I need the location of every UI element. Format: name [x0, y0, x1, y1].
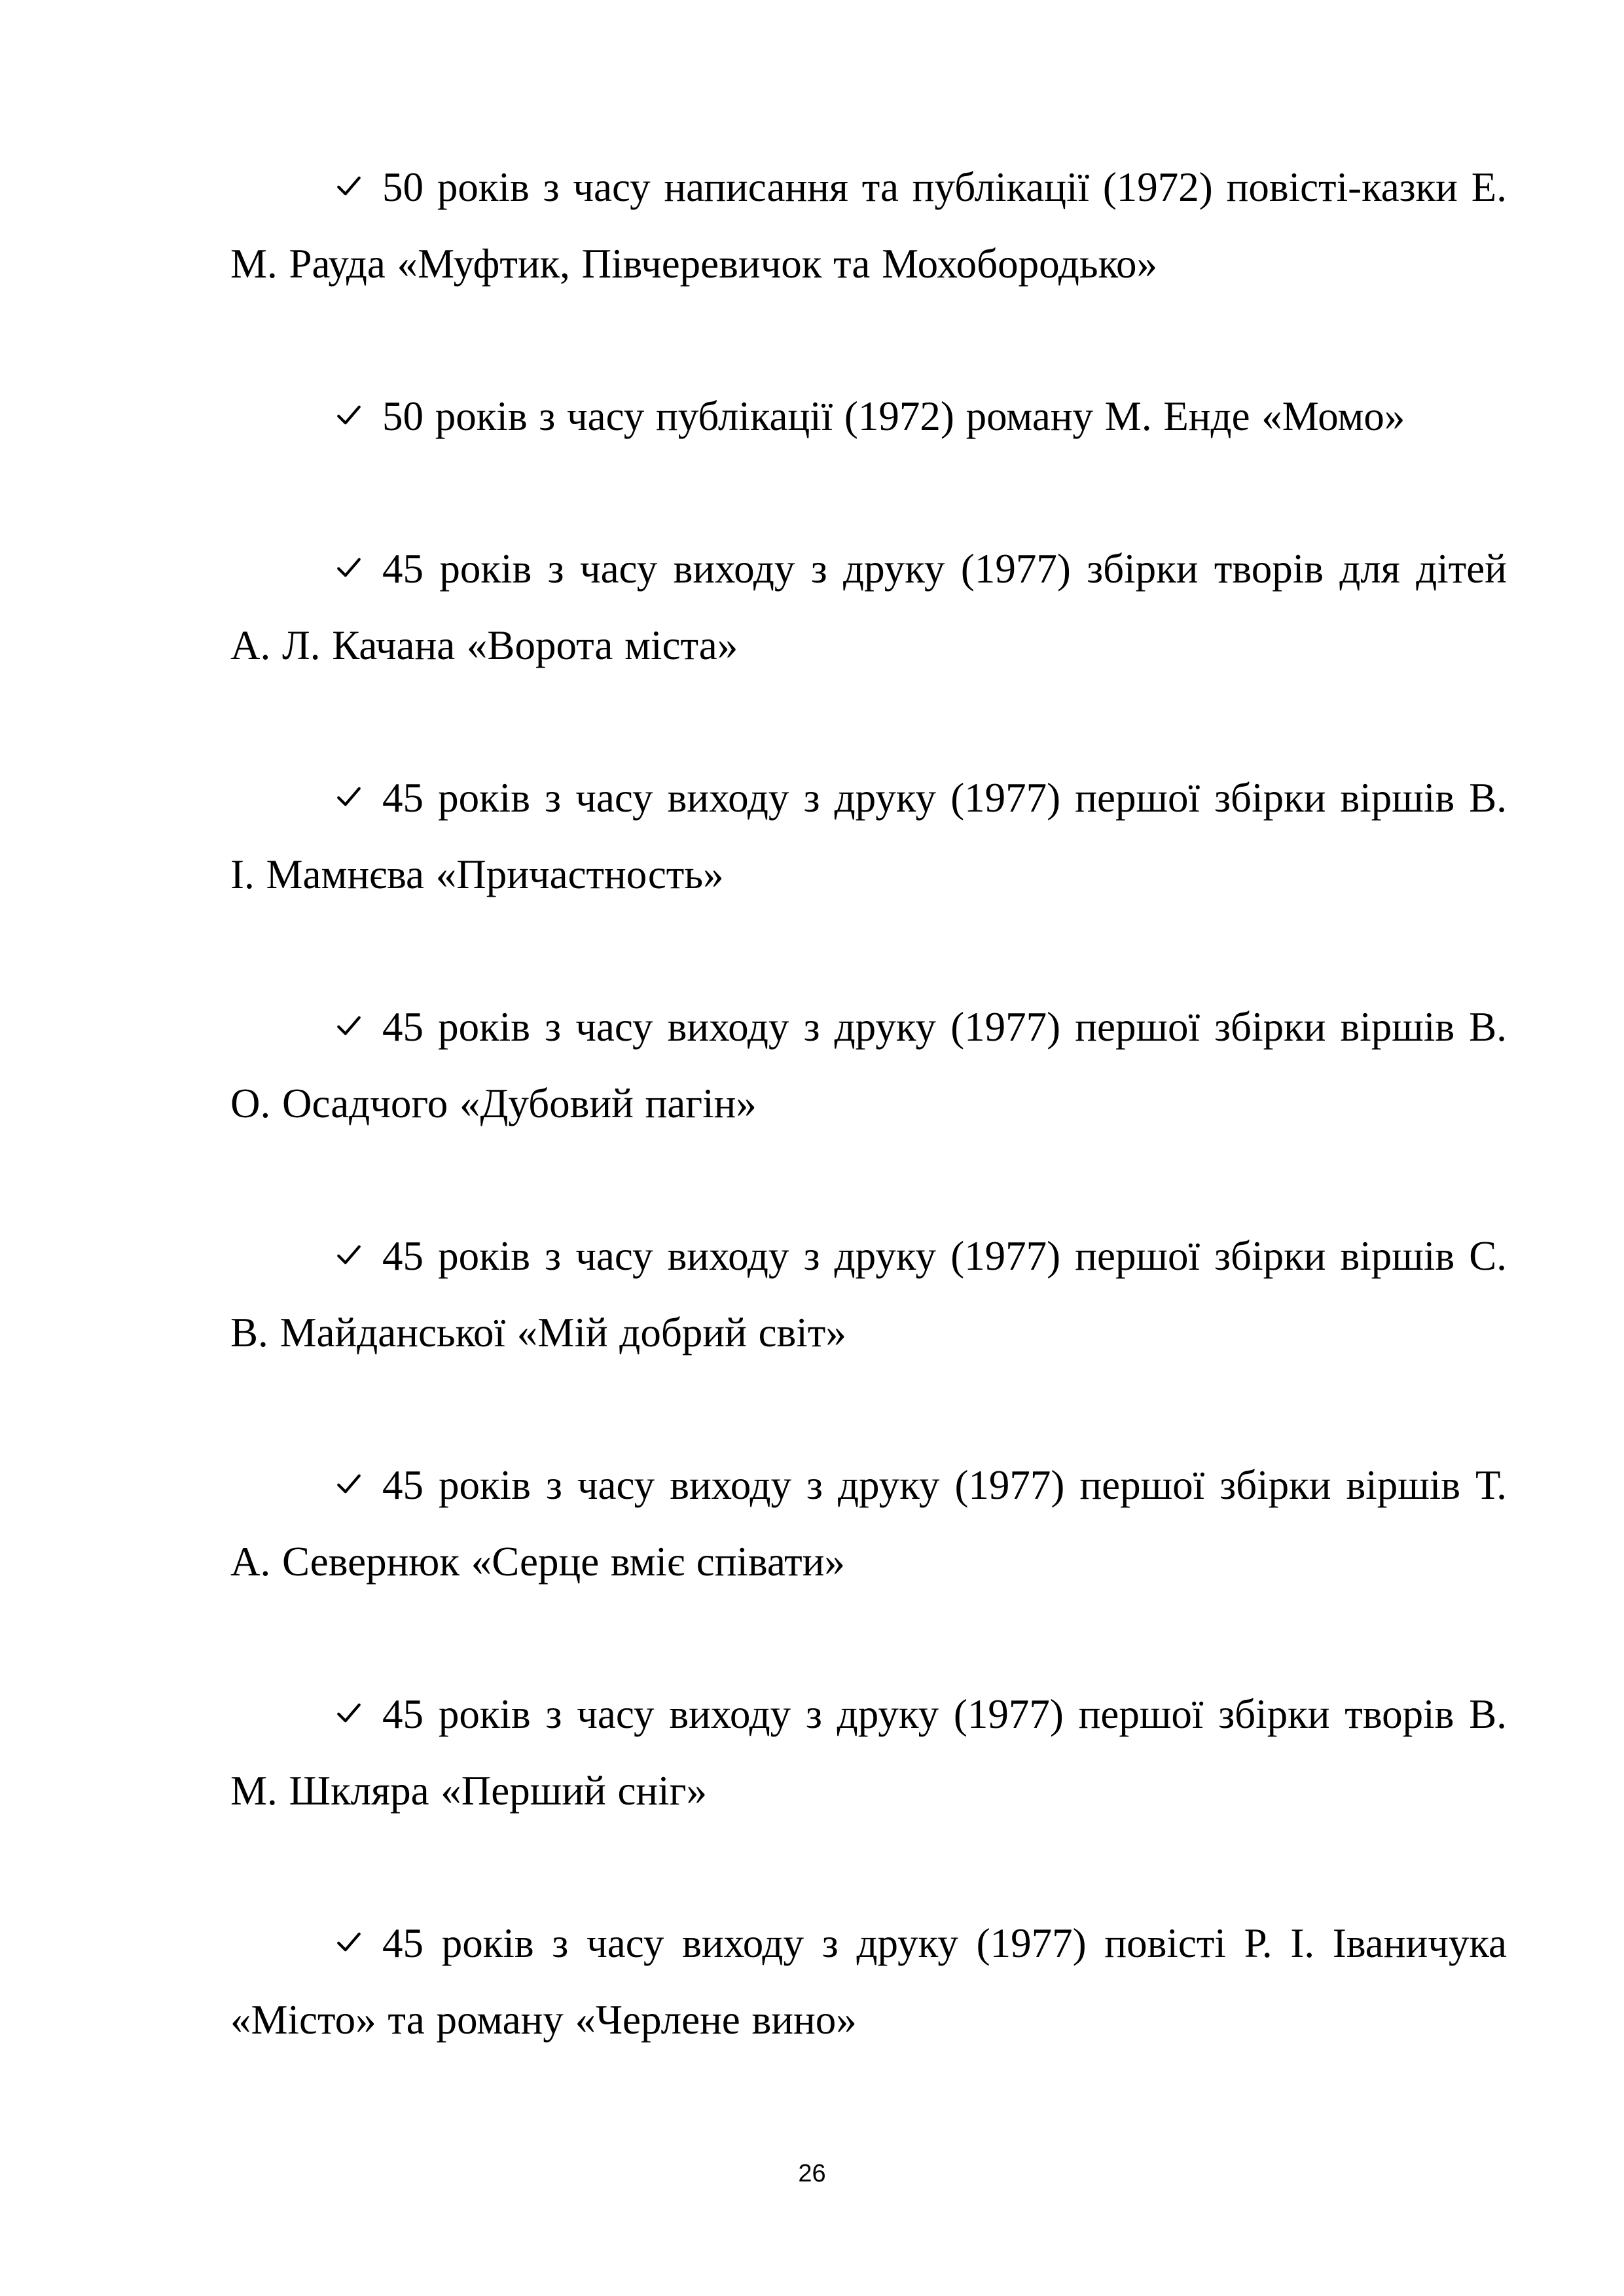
check-icon	[335, 1905, 382, 1982]
anniversary-list	[230, 149, 1507, 2134]
list-item	[230, 989, 1507, 1142]
page-number: 26	[798, 2160, 826, 2187]
list-item-text: 45 років з часу виходу з друку (1977) збірки творів для дітей А. Л. Качана «Ворота міста»	[230, 546, 1507, 668]
list-item-text: 45 років з часу виходу з друку (1977) першої збірки віршів Т. А. Севернюк «Серце вміє співати»	[230, 1462, 1507, 1585]
list-item	[230, 760, 1507, 913]
list-item-text: 45 років з часу виходу з друку (1977) першої збірки віршів В. І. Мамнєва «Причастность»	[230, 775, 1507, 897]
list-item	[230, 149, 1507, 302]
check-icon	[335, 531, 382, 607]
list-item-text: 45 років з часу виходу з друку (1977) повісті Р. І. Іваничука «Місто» та роману «Черлене вино»	[230, 1920, 1507, 2043]
list-item-text: 50 років з часу публікації (1972) роману М. Енде «Момо»	[382, 393, 1405, 439]
list-item-text: 45 років з часу виходу з друку (1977) першої збірки віршів С. В. Майданської «Мій добрий світ»	[230, 1233, 1507, 1355]
check-icon	[335, 1218, 382, 1295]
list-item	[230, 1218, 1507, 1371]
check-icon	[335, 1447, 382, 1524]
list-item-text: 45 років з часу виходу з друку (1977) першої збірки віршів В. О. Осадчого «Дубовий пагін»	[230, 1004, 1507, 1126]
check-icon	[335, 760, 382, 836]
check-icon	[335, 149, 382, 226]
list-item	[230, 1447, 1507, 1600]
list-item	[230, 1905, 1507, 2058]
check-icon	[335, 989, 382, 1066]
check-icon	[335, 1676, 382, 1753]
list-item	[230, 531, 1507, 684]
check-icon	[335, 378, 382, 455]
list-item	[230, 1676, 1507, 1829]
list-item-text: 50 років з часу написання та публікації (1972) повісті-казки Е. М. Рауда «Муфтик, Півчеревичок та Мохобородько»	[230, 164, 1507, 287]
list-item	[230, 378, 1507, 455]
list-item-text: 45 років з часу виходу з друку (1977) першої збірки творів В. М. Шкляра «Перший сніг»	[230, 1691, 1507, 1814]
